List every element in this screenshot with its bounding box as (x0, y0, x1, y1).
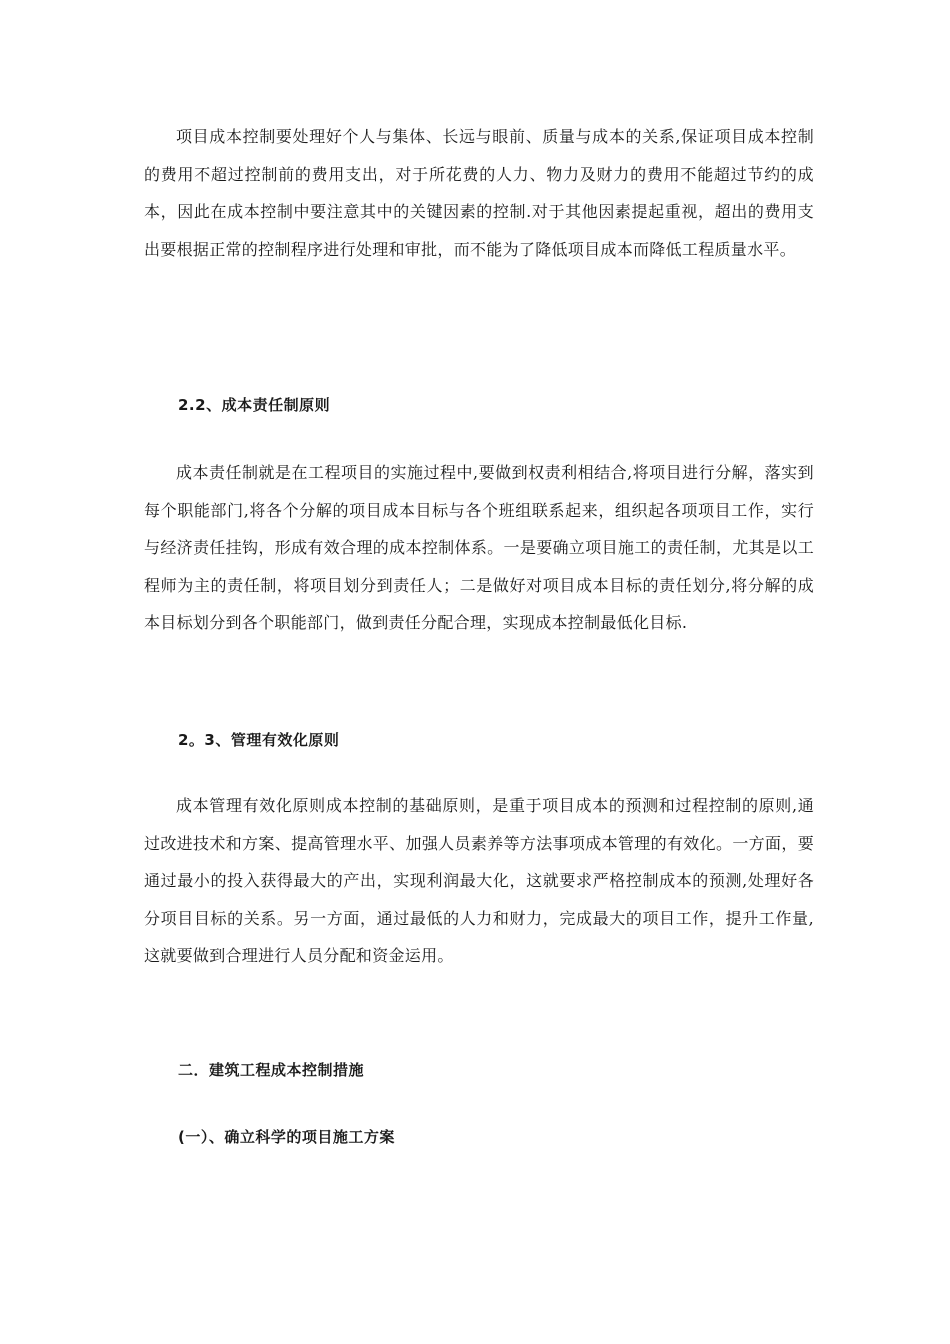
heading-management-effectiveness-principle: 2。3、管理有效化原则 (178, 731, 340, 749)
heading-cost-control-measures: 二．建筑工程成本控制措施 (178, 1061, 365, 1079)
heading-construction-plan: (一）、确立科学的项目施工方案 (178, 1128, 395, 1146)
paragraph-cost-responsibility: 成本责任制就是在工程项目的实施过程中,要做到权责利相结合,将项目进行分解，落实到每个职能部门,将各个分解的项目成本目标与各个班组联系起来，组织起各项项目工作，实行与经济责任挂钩，形成有效合理的成本控制体系。一是要确立项目施工的责任制，尤其是以工程师为主的责任制，将项目划分到责任人；二是做好对项目成本目标的责任划分,将分解的成本目标划分到各个职能部门，做到责任分配合理，实现成本控制最低化目标. (144, 463, 814, 632)
paragraph-cost-control-intro: 项目成本控制要处理好个人与集体、长远与眼前、质量与成本的关系,保证项目成本控制的费用不超过控制前的费用支出，对于所花费的人力、物力及财力的费用不能超过节约的成本，因此在成本控制中要注意其中的关键因素的控制.对于其他因素提起重视，超出的费用支出要根据正常的控制程序进行处理和审批，而不能为了降低项目成本而降低工程质量水平。 (144, 127, 814, 259)
heading-cost-responsibility-principle: 2.2、成本责任制原则 (178, 396, 331, 414)
paragraph-management-effectiveness: 成本管理有效化原则成本控制的基础原则，是重于项目成本的预测和过程控制的原则,通过改进技术和方案、提高管理水平、加强人员素养等方法事项成本管理的有效化。一方面，要通过最小的投入获得最大的产出，实现利润最大化，这就要求严格控制成本的预测,处理好各分项目目标的关系。另一方面，通过最低的人力和财力，完成最大的项目工作，提升工作量,这就要做到合理进行人员分配和资金运用。 (144, 796, 814, 965)
